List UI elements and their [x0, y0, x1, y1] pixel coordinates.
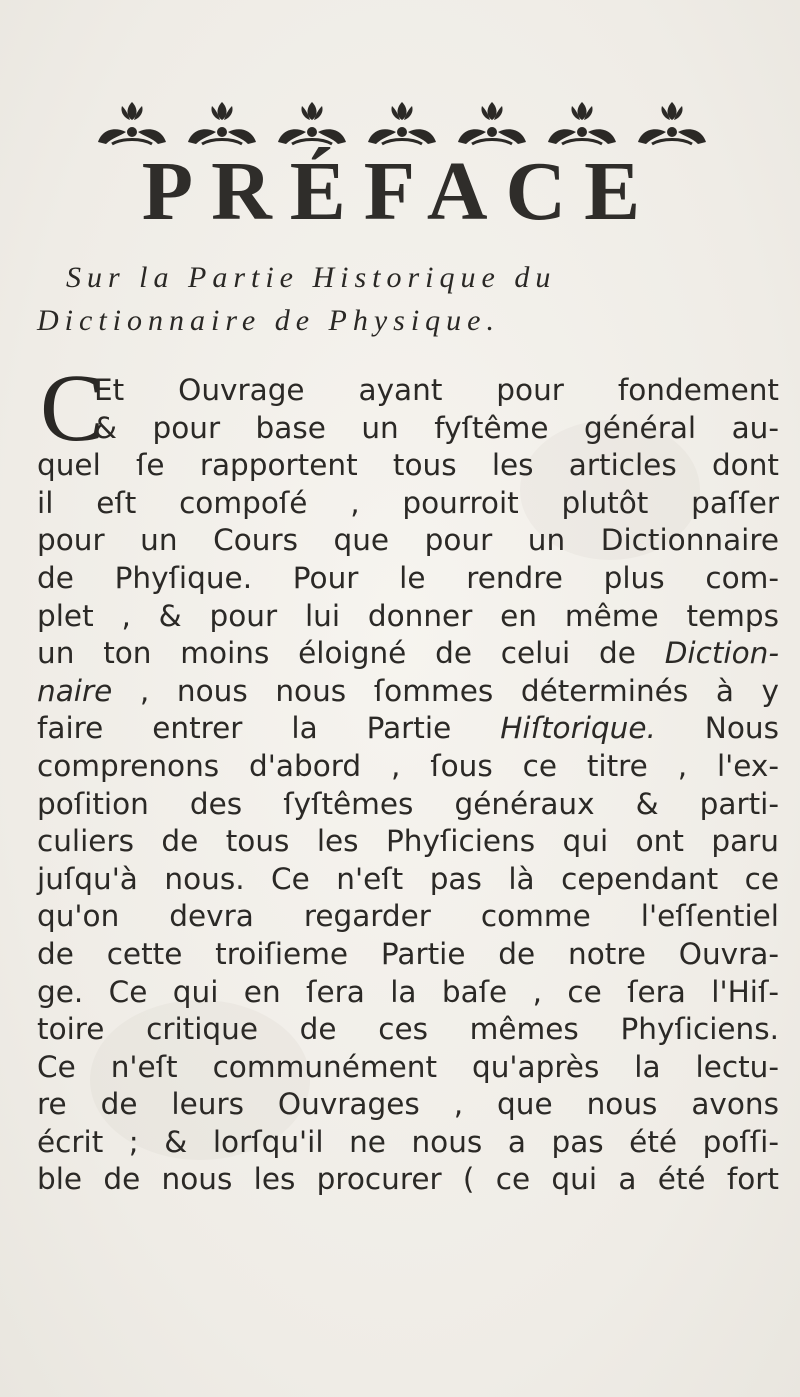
- text-line: qu'on devra regarder comme l'eſſentiel: [37, 899, 779, 934]
- text-line: plet , & pour lui donner en même temps: [37, 598, 779, 633]
- text-line: [37, 673, 779, 711]
- fleuron-ornament-icon: [362, 94, 442, 150]
- text-fragment: un ton moins éloigné de celui de: [37, 636, 665, 671]
- fleuron-ornament-icon: [632, 94, 712, 150]
- text-line: [37, 635, 779, 673]
- text-line: toire critique de ces mêmes Phyſiciens.: [37, 1012, 779, 1047]
- text-line: poſition des ſyſtêmes généraux & parti-: [37, 786, 779, 821]
- italic-term: Hiſtorique.: [500, 711, 656, 746]
- text-line: re de leurs Ouvrages , que nous avons: [37, 1087, 779, 1122]
- subtitle-line-1: Sur la Partie Historique du: [66, 261, 557, 294]
- subtitle-line-2: Dictionnaire de Physique.: [37, 304, 500, 337]
- text-fragment: faire entrer la Partie: [37, 711, 501, 746]
- fleuron-ornament-icon: [92, 94, 172, 150]
- drop-cap: C: [40, 354, 105, 461]
- fleuron-ornament-icon: [182, 94, 262, 150]
- text-line: & pour base un fyſtême général au-: [94, 410, 779, 445]
- text-line: culiers de tous les Phyſiciens qui ont paru: [37, 824, 779, 859]
- text-line: comprenons d'abord , ſous ce titre , l'ex-: [37, 748, 779, 783]
- text-line: [37, 710, 779, 748]
- text-fragment: , nous nous ſommes déterminés à y: [112, 673, 779, 708]
- text-line: ge. Ce qui en ſera la baſe , ce ſera l'Hiſ-: [37, 974, 779, 1009]
- text-fragment: Nous: [655, 711, 779, 746]
- text-line: de cette troiſieme Partie de notre Ouvra-: [37, 936, 779, 971]
- italic-term: Diction-: [664, 636, 779, 671]
- text-line: pour un Cours que pour un Dictionnaire: [37, 523, 779, 558]
- italic-term: naire: [37, 673, 113, 708]
- fleuron-ornament-icon: [272, 94, 352, 150]
- text-line: Ce n'eſt communément qu'après la lectu-: [37, 1049, 779, 1084]
- text-line: écrit ; & lorſqu'il ne nous a pas été poſſi-: [37, 1124, 779, 1159]
- text-line: de Phyſique. Pour le rendre plus com-: [37, 560, 779, 595]
- text-line: Et Ouvrage ayant pour fondement: [94, 373, 779, 407]
- fleuron-ornament-icon: [542, 94, 622, 150]
- fleuron-ornament-icon: [452, 94, 532, 150]
- text-line: ble de nous les procurer ( ce qui a été fort: [37, 1162, 779, 1197]
- page-title: PRÉFACE: [141, 145, 659, 238]
- text-line: quel ſe rapportent tous les articles dont: [37, 448, 779, 483]
- ornament-band: [92, 94, 712, 150]
- body-paragraph: [37, 372, 779, 1199]
- text-line: juſqu'à nous. Ce n'eſt pas là cependant ce: [37, 861, 779, 896]
- text-line: il eſt compoſé , pourroit plutôt paſſer: [37, 485, 779, 520]
